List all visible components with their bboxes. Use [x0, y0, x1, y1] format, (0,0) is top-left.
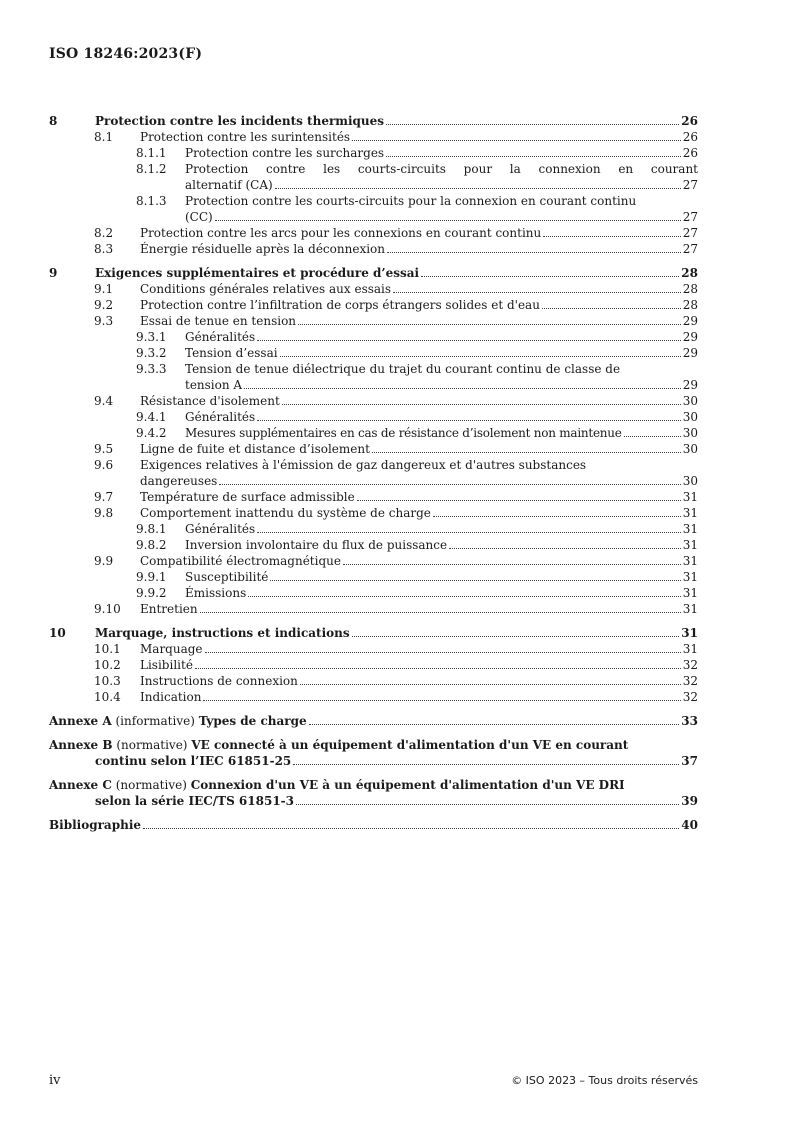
toc-entry-9-7[interactable]	[49, 489, 698, 505]
toc-number: 8.1.3	[136, 194, 167, 208]
toc-page: 26	[682, 130, 698, 144]
toc-title: Émissions	[185, 586, 247, 600]
toc-title-line2: (CC)	[185, 210, 213, 224]
dot-leader	[257, 420, 681, 421]
toc-number: 9	[49, 266, 58, 280]
dot-leader	[257, 532, 681, 533]
toc-page: 40	[681, 818, 698, 832]
toc-entry-10-4[interactable]	[49, 689, 698, 705]
toc-number: 9.8.1	[136, 522, 167, 536]
toc-page: 31	[682, 538, 698, 552]
toc-entry-9-8[interactable]	[49, 505, 698, 521]
toc-title: Protection contre les incidents thermiques	[95, 114, 385, 128]
toc-entry-9-1[interactable]	[49, 281, 698, 297]
dot-leader	[195, 668, 681, 669]
toc-entry-9-3-2[interactable]	[49, 345, 698, 361]
toc-entry-8-1-1[interactable]	[49, 145, 698, 161]
toc-number: 8.1.1	[136, 146, 167, 160]
toc-entry-9-2[interactable]	[49, 297, 698, 313]
toc-number: 10.4	[94, 690, 121, 704]
toc-entry-8-2[interactable]	[49, 225, 698, 241]
toc-number: 9.3.2	[136, 346, 167, 360]
toc-page: 27	[682, 178, 698, 192]
annex-title-line2: selon la série IEC/TS 61851-3	[95, 794, 294, 808]
toc-entry-9-8-1[interactable]	[49, 521, 698, 537]
toc-page: 30	[682, 474, 698, 488]
toc-title: Inversion involontaire du flux de puissance	[185, 538, 448, 552]
toc-title-line1: Protection contre les courts-circuits pour la connexion en courant	[185, 162, 698, 176]
toc-page: 27	[682, 210, 698, 224]
toc-page: 29	[682, 314, 698, 328]
toc-entry-8-3[interactable]	[49, 241, 698, 257]
toc-number: 9.3	[94, 314, 114, 328]
toc-page: 30	[682, 442, 698, 456]
toc-page: 31	[682, 506, 698, 520]
annex-title-line2: continu selon l’IEC 61851-25	[95, 754, 292, 768]
toc-title: Susceptibilité	[185, 570, 269, 584]
toc-title: Compatibilité électromagnétique	[140, 554, 341, 568]
toc-number: 9.10	[94, 602, 121, 616]
toc-title: Comportement inattendu du système de charge	[140, 506, 431, 520]
toc-title: Résistance d'isolement	[140, 394, 280, 408]
toc-number: 10.2	[94, 658, 121, 672]
dot-leader	[215, 220, 681, 221]
document-id: ISO 18246:2023(F)	[49, 46, 203, 62]
toc-title: Lisibilité	[140, 658, 193, 672]
toc-number: 9.2	[94, 298, 114, 312]
toc-page: 27	[682, 242, 698, 256]
toc-entry-9-3-1[interactable]	[49, 329, 698, 345]
dot-leader	[624, 436, 681, 437]
toc-page: 31	[682, 490, 698, 504]
dot-leader	[449, 548, 681, 549]
toc-title: Entretien	[140, 602, 198, 616]
toc-page: 31	[682, 522, 698, 536]
toc-number: 9.7	[94, 490, 114, 504]
dot-leader	[248, 596, 680, 597]
toc-number: 8.3	[94, 242, 114, 256]
toc-number: 9.5	[94, 442, 114, 456]
toc-title-line2: tension A	[185, 378, 243, 392]
toc-page: 31	[681, 626, 698, 640]
toc-title: Conditions générales relatives aux essais	[140, 282, 392, 296]
toc-title-line1: Protection contre les courts-circuits pour la connexion en courant continu	[185, 194, 637, 208]
toc-number: 9.4.2	[136, 426, 167, 440]
toc-page: 31	[682, 602, 698, 616]
toc-title: Marquage	[140, 642, 203, 656]
toc-title-line1: Tension de tenue diélectrique du trajet du courant continu de classe de	[185, 362, 621, 376]
toc-entry-9-9[interactable]	[49, 553, 698, 569]
table-of-contents	[49, 113, 698, 833]
toc-page: 29	[682, 330, 698, 344]
toc-page: 29	[682, 378, 698, 392]
copyright-notice: © ISO 2023 – Tous droits réservés	[511, 1074, 698, 1087]
toc-title: Ligne de fuite et distance d’isolement	[140, 442, 370, 456]
toc-title-line1: Exigences relatives à l'émission de gaz dangereux et d'autres substances	[140, 458, 587, 472]
toc-page: 33	[681, 714, 698, 728]
toc-entry-9-10[interactable]	[49, 601, 698, 617]
dot-leader	[387, 252, 681, 253]
toc-page: 31	[682, 570, 698, 584]
dot-leader	[275, 188, 681, 189]
page-number: iv	[49, 1073, 61, 1088]
toc-number: 8.1.2	[136, 162, 167, 176]
toc-entry-10-2[interactable]	[49, 657, 698, 673]
toc-number: 10.3	[94, 674, 121, 688]
dot-leader	[293, 764, 679, 765]
toc-entry-9-3[interactable]	[49, 313, 698, 329]
toc-entry-8-1[interactable]	[49, 129, 698, 145]
dot-leader	[203, 700, 680, 701]
toc-entry-9-5[interactable]	[49, 441, 698, 457]
dot-leader	[300, 684, 681, 685]
toc-page: 32	[682, 674, 698, 688]
toc-number: 9.8	[94, 506, 114, 520]
dot-leader	[543, 236, 680, 237]
toc-number: 9.4.1	[136, 410, 167, 424]
toc-page: 31	[682, 642, 698, 656]
toc-title: Énergie résiduelle après la déconnexion	[140, 242, 385, 256]
toc-number: 8.1	[94, 130, 114, 144]
dot-leader	[298, 324, 681, 325]
toc-page: 28	[682, 298, 698, 312]
toc-title-line2: dangereuses	[140, 474, 218, 488]
toc-entry-8-1-3[interactable]	[49, 193, 698, 225]
toc-entry-8-1-2[interactable]	[49, 161, 698, 193]
toc-number: 9.3.3	[136, 362, 167, 376]
dot-leader	[200, 612, 681, 613]
annex-title-line1: Connexion d'un VE à un équipement d'alimentation d'un VE DRI	[190, 778, 625, 792]
toc-page: 30	[682, 410, 698, 424]
dot-leader	[352, 140, 681, 141]
dot-leader	[357, 500, 681, 501]
toc-entry-9[interactable]	[49, 265, 698, 281]
dot-leader	[280, 356, 681, 357]
toc-title: Essai de tenue en tension	[140, 314, 297, 328]
toc-page: 29	[682, 346, 698, 360]
toc-title: Mesures supplémentaires en cas de résistance d’isolement non maintenue	[185, 426, 622, 440]
toc-entry-9-3-3[interactable]	[49, 361, 698, 393]
dot-leader	[296, 804, 679, 805]
toc-entry-9-6[interactable]	[49, 457, 698, 489]
toc-title: Exigences supplémentaires et procédure d’essai	[95, 266, 420, 280]
dot-leader	[433, 516, 681, 517]
toc-number: 9.1	[94, 282, 114, 296]
toc-page: 31	[682, 554, 698, 568]
toc-title: Généralités	[185, 410, 256, 424]
toc-entry-10-1[interactable]	[49, 641, 698, 657]
annex-title: Types de charge	[198, 714, 307, 728]
toc-entry-9-9-2[interactable]	[49, 585, 698, 601]
toc-page: 26	[682, 146, 698, 160]
toc-number: 9.9.2	[136, 586, 167, 600]
dot-leader	[309, 724, 680, 725]
toc-entry-annex-a[interactable]	[49, 713, 698, 729]
toc-number: 9.6	[94, 458, 114, 472]
toc-entry-9-4-1[interactable]	[49, 409, 698, 425]
toc-number: 9.8.2	[136, 538, 167, 552]
toc-page: 30	[682, 426, 698, 440]
annex-type: (informative)	[115, 714, 195, 728]
toc-title: Bibliographie	[49, 818, 142, 832]
toc-entry-annex-c[interactable]	[49, 777, 698, 809]
toc-number: 10	[49, 626, 66, 640]
toc-title: Marquage, instructions et indications	[95, 626, 350, 640]
toc-title-line2: alternatif (CA)	[185, 178, 273, 192]
toc-page: 37	[681, 754, 698, 768]
dot-leader	[257, 340, 681, 341]
toc-page: 39	[681, 794, 698, 808]
dot-leader	[352, 636, 680, 637]
dot-leader	[343, 564, 681, 565]
toc-entry-10[interactable]	[49, 625, 698, 641]
toc-number: 9.3.1	[136, 330, 167, 344]
toc-entry-9-4-2[interactable]	[49, 425, 698, 441]
toc-number: 9.9.1	[136, 570, 167, 584]
toc-title: Généralités	[185, 330, 256, 344]
dot-leader	[244, 388, 681, 389]
dot-leader	[542, 308, 681, 309]
toc-title: Protection contre les surintensités	[140, 130, 351, 144]
toc-number: 8.2	[94, 226, 114, 240]
dot-leader	[282, 404, 681, 405]
dot-leader	[386, 156, 681, 157]
dot-leader	[372, 452, 681, 453]
dot-leader	[270, 580, 680, 581]
toc-entry-10-3[interactable]	[49, 673, 698, 689]
toc-page: 32	[682, 658, 698, 672]
toc-page: 27	[682, 226, 698, 240]
toc-number: 9.9	[94, 554, 114, 568]
dot-leader	[219, 484, 680, 485]
dot-leader	[386, 124, 679, 125]
toc-page: 30	[682, 394, 698, 408]
annex-label: Annexe B	[49, 738, 113, 752]
toc-page: 28	[682, 282, 698, 296]
toc-title: Généralités	[185, 522, 256, 536]
toc-entry-9-8-2[interactable]	[49, 537, 698, 553]
dot-leader	[421, 276, 679, 277]
toc-entry-annex-b[interactable]	[49, 737, 698, 769]
dot-leader	[393, 292, 681, 293]
dot-leader	[205, 652, 681, 653]
toc-page: 32	[682, 690, 698, 704]
toc-entry-8[interactable]	[49, 113, 698, 129]
toc-title: Protection contre les arcs pour les connexions en courant continu	[140, 226, 542, 240]
toc-entry-9-9-1[interactable]	[49, 569, 698, 585]
annex-label: Annexe A	[49, 714, 112, 728]
toc-title: Protection contre l’infiltration de corps étrangers solides et d'eau	[140, 298, 540, 312]
annex-type: (normative)	[116, 738, 188, 752]
toc-entry-9-4[interactable]	[49, 393, 698, 409]
toc-title: Température de surface admissible	[140, 490, 355, 504]
annex-type: (normative)	[115, 778, 187, 792]
toc-title: Instructions de connexion	[140, 674, 298, 688]
toc-number: 10.1	[94, 642, 121, 656]
toc-page: 31	[682, 586, 698, 600]
toc-page: 26	[681, 114, 698, 128]
toc-entry-bibliography[interactable]	[49, 817, 698, 833]
toc-page: 28	[681, 266, 698, 280]
toc-number: 9.4	[94, 394, 114, 408]
toc-number: 8	[49, 114, 58, 128]
toc-title: Protection contre les surcharges	[185, 146, 385, 160]
annex-label: Annexe C	[49, 778, 112, 792]
dot-leader	[143, 828, 679, 829]
annex-title-line1: VE connecté à un équipement d'alimentation d'un VE en courant	[191, 738, 629, 752]
toc-title: Tension d’essai	[185, 346, 278, 360]
toc-title: Indication	[140, 690, 202, 704]
